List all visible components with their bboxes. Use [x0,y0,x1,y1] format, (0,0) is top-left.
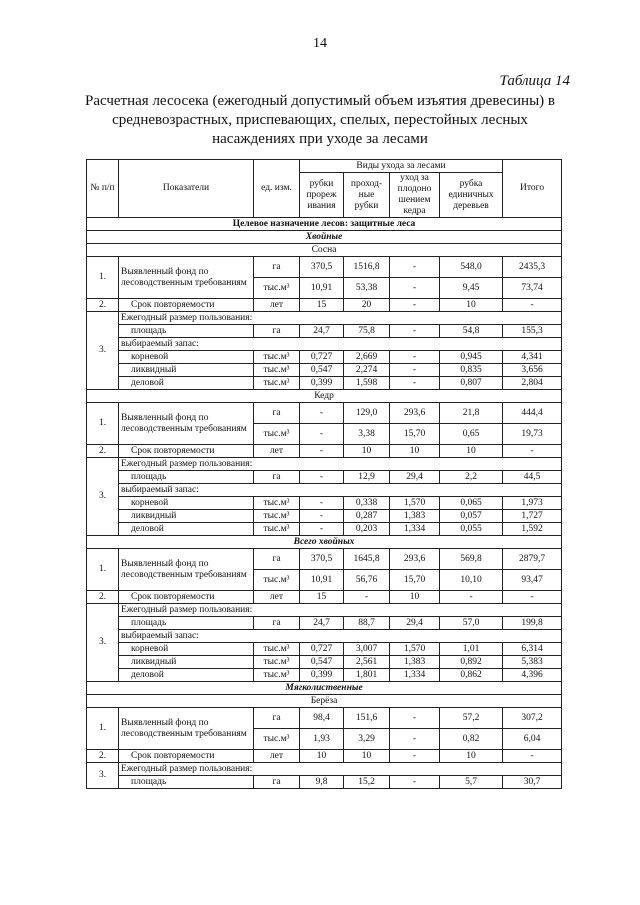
table-cell: 2435,3 [503,257,562,278]
stock-root-row [87,643,562,656]
table-cell: Срок повторяемости [119,445,254,458]
table-cell: 24,7 [300,617,344,630]
table-cell: - [300,523,344,536]
table-cell: 10 [344,750,390,763]
table-cell: 3. [87,312,119,390]
table-cell: 0,399 [300,669,344,682]
table-cell: 24,7 [300,325,344,338]
table-cell: 54,8 [440,325,503,338]
table-cell: - [300,445,344,458]
table-cell: 2,2 [440,471,503,484]
table-cell: лет [254,750,300,763]
table-cell: 129,0 [344,403,390,424]
species-row [87,390,562,403]
table-cell: ликвидный [119,510,254,523]
table-cell: 1. [87,708,119,750]
table-cell: тыс.м³ [254,377,300,390]
table-cell: Кедр [87,390,562,403]
table-cell: Всего хвойных [87,536,562,549]
table-cell: площадь [119,617,254,630]
table-cell: 10 [300,750,344,763]
table-cell: площадь [119,776,254,789]
table-cell: га [254,776,300,789]
stock-label-row [87,484,562,497]
table-cell: 370,5 [300,549,344,570]
stock-business-row [87,669,562,682]
table-cell: тыс.м³ [254,570,300,591]
table-cell: - [503,591,562,604]
table-cell: 93,47 [503,570,562,591]
table-cell: 3. [87,763,119,789]
table-cell: 1,570 [390,643,440,656]
table-cell: тыс.м³ [254,669,300,682]
table-cell: корневой [119,351,254,364]
table-cell: 1,334 [390,669,440,682]
table-cell: - [503,445,562,458]
table-cell: 0,727 [300,351,344,364]
table-cell: - [300,510,344,523]
table-cell: 370,5 [300,257,344,278]
table-cell: - [300,424,344,445]
table-cell: 2,669 [344,351,390,364]
table-cell: - [390,708,440,729]
table-cell: 57,2 [440,708,503,729]
table-cell: 9,45 [440,278,503,299]
table-cell: 10 [390,591,440,604]
table-cell: 6,04 [503,729,562,750]
table-cell: 199,8 [503,617,562,630]
table-cell: тыс.м³ [254,424,300,445]
table-cell: 1,570 [390,497,440,510]
table-cell: 1,01 [440,643,503,656]
table-cell: выбираемый запас: [119,630,562,643]
table-cell: 30,7 [503,776,562,789]
table-cell: корневой [119,497,254,510]
table-cell: площадь [119,325,254,338]
table-cell: 3,38 [344,424,390,445]
table-cell: га [254,708,300,729]
table-cell: 3,29 [344,729,390,750]
table-cell: 0,892 [440,656,503,669]
table-cell: Ежегодный размер пользования: [119,763,562,776]
species-row [87,536,562,549]
table-cell: 1. [87,549,119,591]
table-cell: га [254,257,300,278]
table-cell: 53,38 [344,278,390,299]
table-cell: Выявленный фонд по лесоводственным требованиям [119,403,254,445]
table-cell: 12,9 [344,471,390,484]
table-cell: 2. [87,299,119,312]
table-cell: 1516,8 [344,257,390,278]
table-cell: 0,945 [440,351,503,364]
table-cell: 0,807 [440,377,503,390]
table-cell: 548,0 [440,257,503,278]
stock-liquid-row [87,656,562,669]
header-c1: рубки прореж ивания [300,173,344,218]
table-cell: 151,6 [344,708,390,729]
period-row [87,299,562,312]
table-cell: - [390,364,440,377]
usage-label-row [87,604,562,617]
header-c2: проход-ные рубки [344,173,390,218]
table-cell: выбираемый запас: [119,338,562,351]
table-cell: 1645,8 [344,549,390,570]
period-row [87,445,562,458]
period-row [87,591,562,604]
table-cell: тыс.м³ [254,278,300,299]
header-group: Виды ухода за лесами [300,160,503,173]
table-cell: 29,4 [390,617,440,630]
table-cell: 0,055 [440,523,503,536]
table-cell: 0,82 [440,729,503,750]
table-cell: га [254,549,300,570]
table-cell: 0,835 [440,364,503,377]
table-cell: - [300,497,344,510]
table-cell: 1,801 [344,669,390,682]
table-cell: 0,65 [440,424,503,445]
header-c3: уход за плодоно шением кедра [390,173,440,218]
table-cell: - [390,377,440,390]
period-row [87,750,562,763]
table-cell: 2,561 [344,656,390,669]
table-cell: га [254,403,300,424]
table-cell: 2. [87,750,119,763]
table-cell: 569,8 [440,549,503,570]
table-cell: ликвидный [119,656,254,669]
table-cell: тыс.м³ [254,523,300,536]
area-row [87,617,562,630]
table-cell: Сосна [87,244,562,257]
header-num: № п/п [87,160,119,218]
table-cell: лет [254,591,300,604]
table-cell: 88,7 [344,617,390,630]
table-cell: тыс.м³ [254,510,300,523]
table-cell: 1,93 [300,729,344,750]
usage-label-row [87,312,562,325]
table-cell: - [390,776,440,789]
table-cell: лет [254,445,300,458]
table-cell: 0,399 [300,377,344,390]
table-cell: 2,804 [503,377,562,390]
table-cell: 10,10 [440,570,503,591]
table-cell: 10,91 [300,570,344,591]
area-row [87,325,562,338]
table-cell: 2,274 [344,364,390,377]
table-cell: 0,287 [344,510,390,523]
table-cell: 44,5 [503,471,562,484]
table-cell: 0,057 [440,510,503,523]
table-cell: 15,70 [390,570,440,591]
table-cell: 1,383 [390,656,440,669]
table-cell: - [390,257,440,278]
fund-row-ha [87,708,562,729]
table-cell: 6,314 [503,643,562,656]
table-cell: 21,8 [440,403,503,424]
table-cell: - [390,278,440,299]
table-cell: - [440,591,503,604]
table-cell: 2. [87,591,119,604]
table-cell: 9,8 [300,776,344,789]
table-cell: 307,2 [503,708,562,729]
page-number: 14 [313,36,327,51]
table-cell: тыс.м³ [254,497,300,510]
table-cell: тыс.м³ [254,656,300,669]
table-cell: 10 [440,445,503,458]
table-cell: - [390,729,440,750]
table-cell: деловой [119,669,254,682]
header-indicators: Показатели [119,160,254,218]
table-cell: лет [254,299,300,312]
table-cell: 1,973 [503,497,562,510]
table-cell: 15,2 [344,776,390,789]
stock-liquid-row [87,364,562,377]
table-cell: Ежегодный размер пользования: [119,458,562,471]
table-cell: 75,8 [344,325,390,338]
table-cell: - [390,750,440,763]
stock-label-row [87,630,562,643]
table-cell: - [344,591,390,604]
table-cell: 19,73 [503,424,562,445]
table-cell: 15 [300,299,344,312]
stock-business-row [87,377,562,390]
harvest-table [86,159,562,789]
table-cell: - [390,325,440,338]
area-row [87,471,562,484]
table-cell: 0,203 [344,523,390,536]
table-cell: 1,598 [344,377,390,390]
fund-row-ha [87,549,562,570]
table-cell: 3,007 [344,643,390,656]
table-cell: 1,727 [503,510,562,523]
table-cell: га [254,325,300,338]
table-cell: 29,4 [390,471,440,484]
table-cell: тыс.м³ [254,643,300,656]
table-cell: деловой [119,523,254,536]
stock-liquid-row [87,510,562,523]
table-cell: 10,91 [300,278,344,299]
table-cell: 10 [440,299,503,312]
table-cell: корневой [119,643,254,656]
table-cell: 3. [87,458,119,536]
group-row [87,231,562,244]
table-cell: 5,7 [440,776,503,789]
table-cell: Мягколиственные [87,682,562,695]
table-cell: 1. [87,257,119,299]
table-cell: 56,76 [344,570,390,591]
table-cell: 0,547 [300,656,344,669]
table-cell: Ежегодный размер пользования: [119,604,562,617]
table-cell: Срок повторяемости [119,750,254,763]
table-cell: 4,396 [503,669,562,682]
table-cell: 1,383 [390,510,440,523]
table-cell: 0,862 [440,669,503,682]
table-cell: 3. [87,604,119,682]
table-cell: - [300,403,344,424]
table-cell: 2. [87,445,119,458]
table-cell: 15 [300,591,344,604]
table-cell: га [254,617,300,630]
table-cell: 444,4 [503,403,562,424]
group-row [87,682,562,695]
usage-label-row [87,458,562,471]
table-cell: 10 [390,445,440,458]
usage-label-row [87,763,562,776]
species-row [87,244,562,257]
species-row [87,695,562,708]
fund-row-ha [87,403,562,424]
table-cell: 1. [87,403,119,445]
stock-label-row [87,338,562,351]
table-cell: тыс.м³ [254,729,300,750]
table-cell: - [300,471,344,484]
table-cell: 0,727 [300,643,344,656]
table-cell: Берёза [87,695,562,708]
header-unit: ед. изм. [254,160,300,218]
table-cell: 98,4 [300,708,344,729]
header-c4: рубка единичных деревьев [440,173,503,218]
table-cell: 293,6 [390,549,440,570]
stock-root-row [87,497,562,510]
table-cell: Ежегодный размер пользования: [119,312,562,325]
table-cell: Выявленный фонд по лесоводственным требованиям [119,708,254,750]
table-cell: выбираемый запас: [119,484,562,497]
header-total: Итого [503,160,562,218]
table-cell: деловой [119,377,254,390]
section-title: Целевое назначение лесов: защитные леса [87,218,562,231]
table-cell: 0,065 [440,497,503,510]
table-cell: Срок повторяемости [119,591,254,604]
table-cell: 1,592 [503,523,562,536]
table-cell: - [503,299,562,312]
table-cell: 293,6 [390,403,440,424]
table-cell: - [390,351,440,364]
table-cell: 73,74 [503,278,562,299]
table-cell: Срок повторяемости [119,299,254,312]
table-cell: 10 [344,445,390,458]
table-cell: 20 [344,299,390,312]
stock-business-row [87,523,562,536]
table-cell: Выявленный фонд по лесоводственным требованиям [119,257,254,299]
fund-row-ha [87,257,562,278]
table-title: Расчетная лесосека (ежегодный допустимый объем изъятия древесины) в средневозрастных, приспевающих, спелых, перестойных лесных насаждениях при уходе за лесами [85,93,555,147]
stock-root-row [87,351,562,364]
table-cell: - [390,299,440,312]
table-cell: 2879,7 [503,549,562,570]
table-cell: Хвойные [87,231,562,244]
table-cell: га [254,471,300,484]
table-cell: 1,334 [390,523,440,536]
table-cell: 155,3 [503,325,562,338]
table-cell: 3,656 [503,364,562,377]
table-cell: 0,338 [344,497,390,510]
table-cell: 15,70 [390,424,440,445]
table-cell: площадь [119,471,254,484]
table-cell: Выявленный фонд по лесоводственным требованиям [119,549,254,591]
table-cell: 5,383 [503,656,562,669]
table-cell: тыс.м³ [254,351,300,364]
table-caption: Таблица 14 [499,73,570,89]
table-cell: ликвидный [119,364,254,377]
table-cell: 10 [440,750,503,763]
area-row [87,776,562,789]
table-cell: 57,0 [440,617,503,630]
table-cell: 4,341 [503,351,562,364]
table-cell: 0,547 [300,364,344,377]
table-cell: - [503,750,562,763]
table-cell: тыс.м³ [254,364,300,377]
